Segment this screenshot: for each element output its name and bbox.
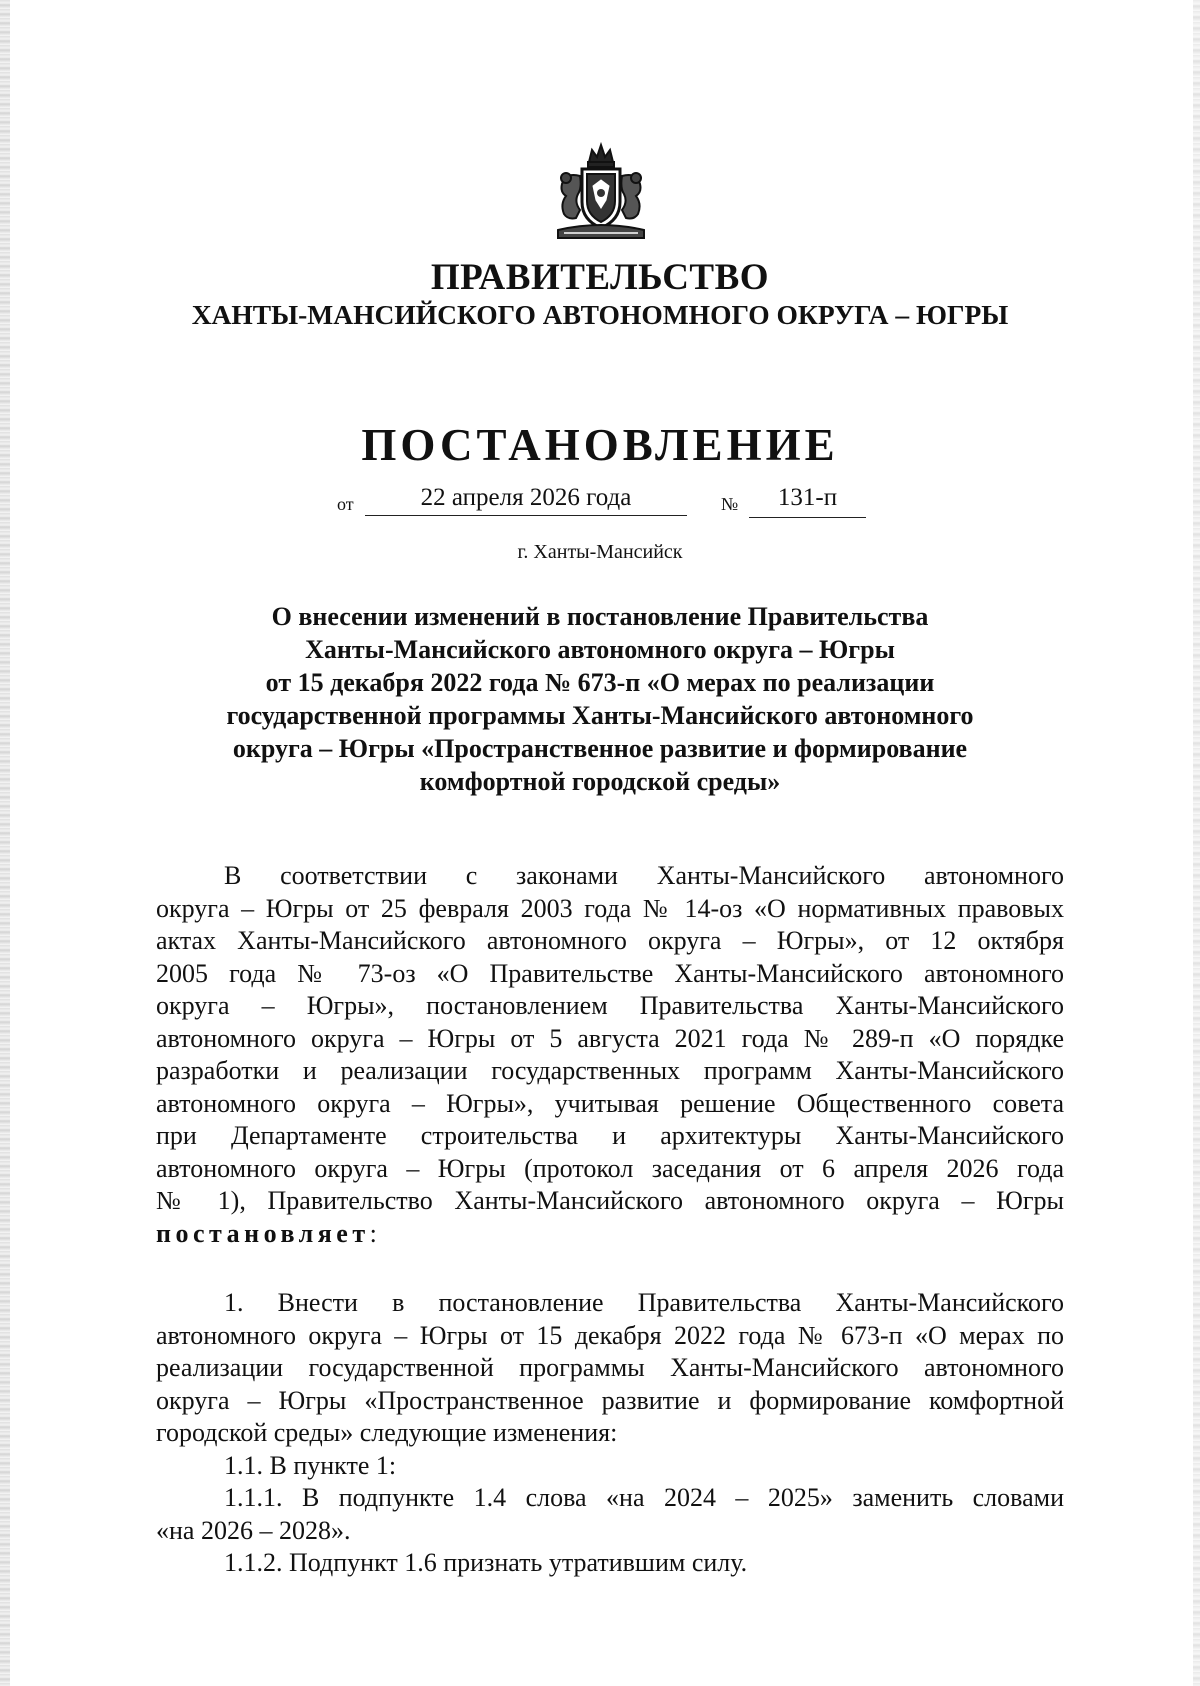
document-number: 131-п [749,481,866,518]
heading-line: О внесении изменений в постановление Правительства [271,602,929,631]
document-city: г. Ханты-Мансийск [517,541,683,563]
preamble-line: В соответствии с законами Ханты-Мансийского автономного [224,861,1064,890]
preamble-line: округа – Югры от 25 февраля 2003 года № 14-оз «О нормативных правовых [156,893,1064,923]
government-subtitle: ХАНТЫ-МАНСИЙСКОГО АВТОНОМНОГО ОКРУГА – ЮГРЫ [191,299,1009,330]
resolves-word: постановляет [156,1218,370,1248]
document-heading [150,600,1050,798]
clause-1-line: 1. Внести в постановление Правительства Ханты-Мансийского [224,1288,1064,1317]
clause-1-line: реализации государственной программы Ханты-Мансийского автономного [156,1353,1064,1382]
clause-1-1: 1.1. В пункте 1: [224,1450,397,1480]
preamble-line: округа – Югры», постановлением Правительства Ханты-Мансийского [156,991,1064,1020]
clause-1-paragraph [156,1287,1064,1580]
preamble-line: при Департаменте строительства и архитектуры Ханты-Мансийского [156,1121,1064,1150]
preamble-line: актах Ханты-Мансийского автономного округа – Югры», от 12 октября [156,926,1064,955]
government-title: ПРАВИТЕЛЬСТВО [430,257,770,298]
preamble-line: автономного округа – Югры от 5 августа 2021 года № 289-п «О порядке [156,1023,1064,1053]
heading-line: комфортной городской среды» [419,767,781,796]
preamble-line: автономного округа – Югры», учитывая решение Общественного совета [156,1088,1064,1118]
preamble-paragraph [156,860,1064,1250]
clause-1-line: городской среды» следующие изменения: [156,1418,618,1447]
preamble-line: разработки и реализации государственных программ Ханты-Мансийского [156,1056,1064,1085]
preamble-line: автономного округа – Югры (протокол заседания от 6 апреля 2026 года [156,1153,1064,1183]
resolves-suffix: : [369,1218,377,1248]
scan-edge-left [0,0,10,1686]
heading-line: Ханты-Мансийского автономного округа – Югры [305,635,895,664]
clause-1-1-2: 1.1.2. Подпункт 1.6 признать утратившим силу. [224,1548,748,1577]
heading-line: от 15 декабря 2022 года № 673-п «О мерах по реализации [265,668,935,697]
preamble-line: 2005 года № 73-оз «О Правительстве Ханты-Мансийского автономного [156,958,1064,988]
number-prefix: № [721,494,739,514]
document-date: 22 апреля 2026 года [365,481,687,516]
heading-line: государственной программы Ханты-Мансийского автономного [226,701,974,730]
clause-1-1-1-line: 1.1.1. В подпункте 1.4 слова «на 2024 – 2025» заменить словами [224,1483,1064,1512]
date-prefix: от [337,494,354,514]
heading-line: округа – Югры «Пространственное развитие и формирование [232,734,968,763]
scan-edge-right [1193,0,1200,1686]
document-type: ПОСТАНОВЛЕНИЕ [361,420,839,470]
preamble-line: № 1), Правительство Ханты-Мансийского автономного округа – Югры [156,1186,1064,1215]
coat-of-arms-icon [546,140,656,242]
clause-1-1-1-line: «на 2026 – 2028». [156,1515,351,1545]
resolves-line [156,1218,1064,1251]
clause-1-line: округа – Югры «Пространственное развитие и формирование комфортной [156,1385,1064,1415]
clause-1-line: автономного округа – Югры от 15 декабря 2022 года № 673-п «О мерах по [156,1320,1064,1350]
